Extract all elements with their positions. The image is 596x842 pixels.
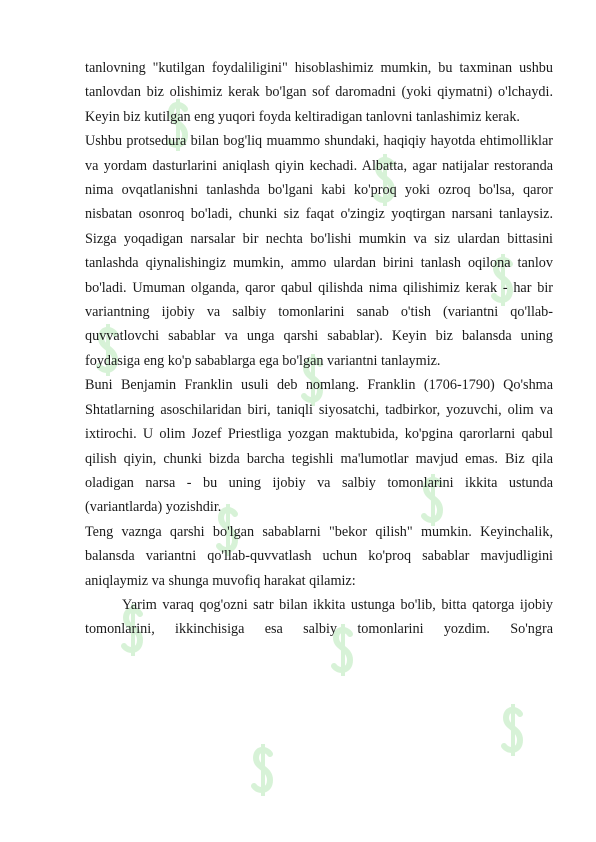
- paragraph-franklin-method: Buni Benjamin Franklin usuli deb nomlang. Franklin (1706-1790) Qo'shma Shtatlarning asoschilaridan biri, taniqli siyosatchi, tadbirkor, yozuvchi, olim va ixtirochi. U olim Jozef Priestliga yozgan maktubida, ko'pgina qarorlarni qabul qilish qiyin, chunki bizda barcha tegishli ma'lumotlar mavjud emas. Biz qila oladigan narsa - bu uning ijobiy va salbiy tomonlarini ikkita ustunda (variantlarda) yozishdir.: [85, 377, 553, 516]
- paragraph-procedure-problem: Ushbu protsedura bilan bog'liq muammo shundaki, haqiqiy hayotda ehtimolliklar va yordam dasturlarini aniqlash qiyin kechadi. Albatta, agar natijalar restoranda nima ovqatlanishni tanlashda bo'lgani kabi ko'proq yoki ozroq bo'lsa, qaror nisbatan osonroq bo'ladi, chunki siz faqat o'zingiz yoqtirgan narsani tanlaysiz. Sizga yoqadigan narsalar bir nechta bo'lishi mumkin va siz ulardan bittasini tanlashda qiynalishingiz mumkin, ammo ulardan birini tanlash oqilona tanlov bo'ladi. Umuman olganda, qaror qabul qilishda nima qilishimiz kerak - har bir variantning ijobiy va salbiy tomonlarini sanab o'tish (variantni qo'llab-quvvatlovchi sabablar va unga qarshi sabablar). Keyin biz balansda uning foydasiga eng ko'p sabablarga ega bo'lgan variantni tanlaymiz.: [85, 133, 553, 369]
- paragraph-franklin-quote: Yarim varaq qog'ozni satr bilan ikkita ustunga bo'lib, bitta qatorga ijobiy tomonlarini, ikkinchisiga esa salbiy tomonlarini yozdim. So'ngra: [85, 596, 553, 638]
- watermark-dollar-icon: [250, 740, 276, 800]
- watermark-dollar-icon: [500, 700, 526, 760]
- paragraph-cancel-reasons: Teng vaznga qarshi bo'lgan sabablarni "bekor qilish" mumkin. Keyinchalik, balansda variantni qo'llab-quvvatlash uchun ko'proq sabablar mavjudligini aniqlaymiz va shunga muvofiq harakat qilamiz:: [85, 523, 553, 589]
- document-body: [85, 56, 553, 642]
- paragraph-continuation: tanlovning "kutilgan foydaliligini" hisoblashimiz mumkin, bu taxminan ushbu tanlovdan biz olishimiz kerak bo'lgan sof daromadni (yoki qiymatni) o'lchaydi. Keyin biz kutilgan eng yuqori foyda keltiradigan tanlovni tanlashimiz kerak.: [85, 60, 553, 125]
